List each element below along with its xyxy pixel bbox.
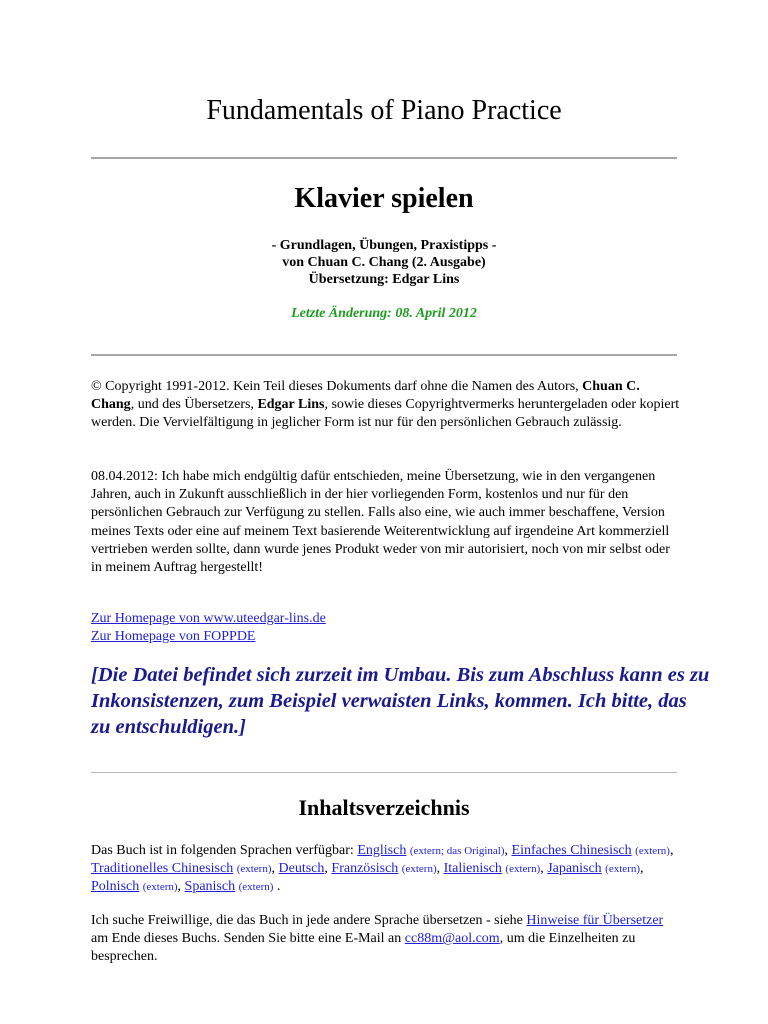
horizontal-rule-1: [91, 157, 677, 159]
lang-italian-link[interactable]: Italienisch: [443, 861, 502, 877]
homepage-foppde-link[interactable]: Zur Homepage von FOPPDE: [91, 629, 256, 645]
copyright-author-name: Chuan C. Chang: [91, 379, 640, 413]
copyright-translator-name: Edgar Lins: [257, 397, 325, 413]
copyright-paragraph: [91, 378, 681, 433]
extern-note: (extern): [635, 845, 670, 857]
horizontal-rule-3: [91, 772, 677, 773]
extern-note: (extern): [605, 863, 640, 876]
extern-note: (extern): [505, 863, 541, 876]
credit-translator: Übersetzung: Edgar Lins: [308, 272, 460, 287]
copyright-text-3: , sowie dieses Copyrightvermerks heruntergeladen oder kopiert werden. Die Vervielfältigung in jeglicher Form ist nur für den persönlichen Gebrauch zulässig.: [91, 397, 680, 431]
extern-note: (extern): [142, 881, 178, 894]
extern-note: (extern): [238, 881, 274, 894]
last-modified-date: Letzte Änderung: 08. April 2012: [291, 306, 477, 321]
end-mark: .: [273, 879, 281, 895]
separator: ,: [669, 843, 674, 858]
horizontal-rule-2: [91, 354, 677, 356]
lang-traditional-chinese-link[interactable]: Traditionelles Chinesisch: [91, 861, 234, 877]
volunteers-paragraph: [91, 912, 681, 967]
languages-paragraph: [91, 842, 681, 897]
separator: ,: [639, 861, 644, 877]
extern-note: (extern): [401, 863, 437, 876]
construction-notice: [Die Datei befindet sich zurzeit im Umbau. Bis zum Abschluss kann es zu Inkonsistenzen, zum Beispiel verwaisten Links, kommen. Ich bitte, das zu entschuldigen.]: [91, 664, 710, 738]
lang-simplified-chinese-link[interactable]: Einfaches Chinesisch: [511, 843, 632, 858]
homepage-links: [91, 610, 681, 646]
lang-english-link[interactable]: Englisch: [357, 843, 407, 858]
lang-polish-link[interactable]: Polnisch: [91, 879, 140, 895]
copyright-text-1: © Copyright 1991-2012. Kein Teil dieses Dokuments darf ohne die Namen des Autors,: [91, 379, 579, 394]
volunteers-text-1: Ich suche Freiwillige, die das Buch in jede andere Sprache übersetzen - siehe: [91, 913, 527, 928]
volunteers-text-2: am Ende dieses Buchs. Senden Sie bitte eine E-Mail an: [91, 931, 405, 947]
credit-topics: - Grundlagen, Übungen, Praxistipps -: [271, 238, 497, 253]
lang-english-note: (extern; das Original): [409, 845, 505, 857]
lang-german-link[interactable]: Deutsch: [278, 861, 325, 877]
separator: ,: [177, 879, 185, 895]
copyright-text-2: , und des Übersetzers,: [130, 397, 258, 413]
lang-spanish-link[interactable]: Spanisch: [184, 879, 236, 895]
separator: ,: [271, 861, 279, 877]
separator: ,: [540, 861, 548, 877]
volunteers-text-3: , um die Einzelheiten zu besprechen.: [91, 931, 636, 965]
german-title: Klavier spielen: [294, 183, 474, 214]
separator: ,: [504, 843, 512, 858]
email-link[interactable]: cc88m@aol.com: [404, 931, 500, 947]
lang-japanese-link[interactable]: Japanisch: [547, 861, 602, 877]
separator: ,: [436, 861, 444, 877]
translator-notes-link[interactable]: Hinweise für Übersetzer: [526, 913, 664, 928]
homepage-uteedgar-link[interactable]: Zur Homepage von www.uteedgar-lins.de: [91, 611, 326, 626]
statement-paragraph: 08.04.2012: Ich habe mich endgültig dafür entschieden, meine Übersetzung, wie in den vergangenen Jahren, auch in Zukunft ausschließlich in der hier vorliegenden Form, kostenlos und nur für den persönlichen Gebrauch zur Verfügung zu stellen. Falls also eine, wie auch immer beschaffene, Version meines Texts oder eine auf meinem Text basierende Weiterentwicklung auf irgendeine Art kommerziell vertrieben werden sollte, dann wurde jenes Produkt weder von mir autorisiert, noch von mir selbst oder in meinem Auftrag hergestellt!: [91, 469, 670, 576]
document-title: Fundamentals of Piano Practice: [206, 95, 562, 126]
extern-note: (extern): [236, 863, 272, 876]
languages-intro: Das Buch ist in folgenden Sprachen verfügbar:: [91, 843, 358, 858]
separator: ,: [324, 861, 332, 877]
lang-french-link[interactable]: Französisch: [331, 861, 399, 877]
credit-author: von Chuan C. Chang (2. Ausgabe): [282, 255, 486, 270]
toc-heading: Inhaltsverzeichnis: [298, 795, 470, 820]
